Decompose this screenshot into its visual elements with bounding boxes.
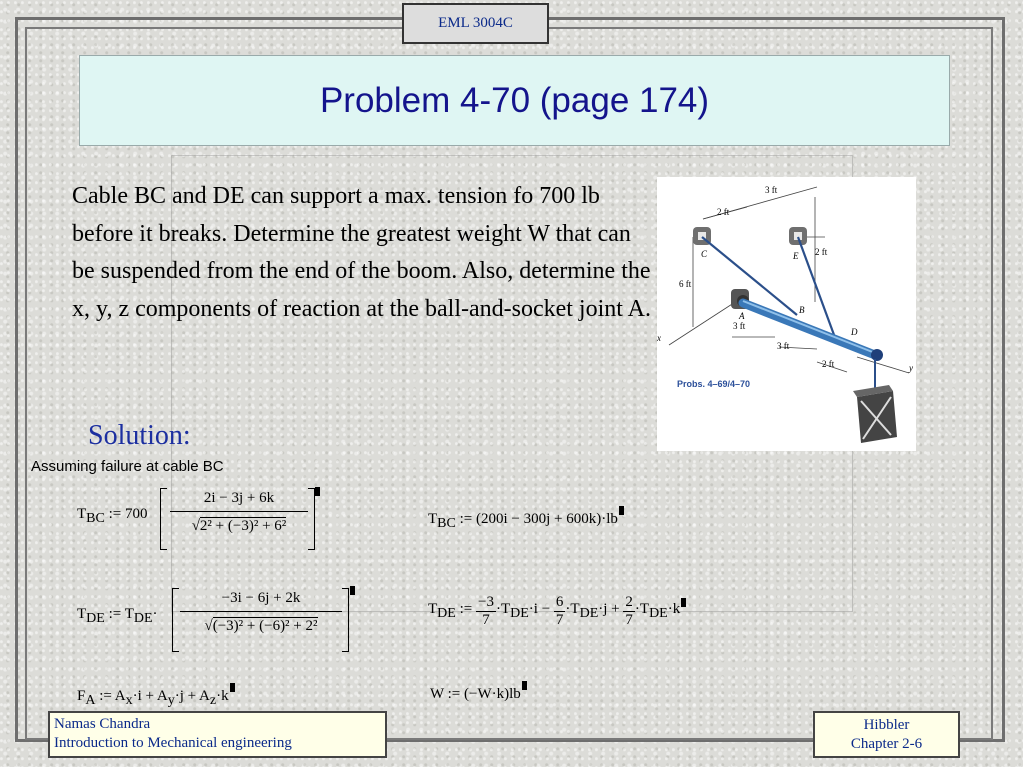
dim-3ft-mid: 3 ft	[733, 321, 746, 331]
frac-3-den: 7	[625, 612, 633, 628]
eq-fa-mid1: ·i + A	[132, 688, 168, 704]
eq-fa-a: := A	[95, 688, 126, 704]
label-point-a: A	[739, 311, 745, 321]
eq-tbc-numerator: 2i − 3j + 6k	[170, 490, 308, 512]
eq-tde-subscript: DE	[86, 611, 105, 626]
eq-fa-mid2: ·j + A	[174, 688, 210, 704]
eq-fa-x: x	[125, 693, 133, 708]
eq-tbc-den-text: 2² + (−3)² + 6²	[199, 518, 287, 534]
label-point-b: B	[799, 305, 805, 315]
eq-fa-symbol: F	[77, 688, 86, 704]
frac-2-den: 7	[555, 612, 564, 628]
problem-statement: Cable BC and DE can support a max. tension fo 700 lb before it breaks. Determine the greatest weight W that can be suspended from the end of the boom. Also, determine the x, y, z components of reaction at the ball-and-socket joint A.	[72, 183, 651, 322]
bracket-left	[160, 488, 167, 550]
eval-marker	[522, 681, 527, 690]
footer-chapter: Chapter 2-6	[850, 736, 923, 752]
eq-tde-den-text: (−3)² + (−6)² + 2²	[212, 618, 318, 634]
frac-1	[476, 594, 496, 629]
term-3: ·T	[634, 601, 650, 617]
term-2-unit: ·j +	[598, 601, 624, 617]
eq-w-expr: W := (−W·k)lb	[430, 686, 521, 702]
eq-tbc-res-symbol: T	[428, 511, 438, 527]
eq-tbc-result	[428, 506, 624, 532]
footer-author-box	[48, 711, 387, 758]
dim-2ft-low: 2 ft	[822, 359, 835, 369]
boom-diagram	[657, 177, 916, 451]
eq-tde-res-assign: :=	[455, 601, 476, 617]
eq-tde-numerator: −3i − 6j + 2k	[180, 590, 342, 612]
eq-tbc-assign: := 700	[104, 506, 148, 522]
course-code-box	[402, 3, 549, 44]
eval-marker	[230, 683, 235, 692]
term-3-unit: ·k	[667, 601, 681, 617]
term-1-unit: ·i −	[528, 601, 554, 617]
term-3-sub: DE	[649, 606, 668, 621]
eq-tbc-denominator: √2² + (−3)² + 6²	[191, 518, 287, 534]
term-1: ·T	[495, 601, 511, 617]
frac-3-num: 2	[625, 594, 633, 610]
figure-caption: Probs. 4–69/4–70	[677, 379, 751, 389]
eq-tde-res-symbol: T	[428, 601, 438, 617]
eq-tde-assign-sub: DE	[133, 611, 153, 626]
frac-2-num: 6	[555, 594, 564, 610]
eval-marker	[315, 487, 320, 496]
eq-tde-symbol: T	[77, 606, 87, 622]
frac-1-num: −3	[477, 594, 494, 610]
label-point-e: E	[793, 251, 799, 261]
eq-fa-z: z	[209, 693, 217, 708]
eq-tde-lhs: $T_{DE}$ := $T_{DE}\cdot$	[77, 606, 158, 626]
eq-tbc-symbol: T	[77, 506, 87, 522]
footer-author: Namas Chandra	[54, 716, 151, 732]
eq-tde-res-subscript: DE	[437, 606, 456, 621]
footer-book: Hibbler	[863, 717, 910, 733]
eq-tde-denominator: √(−3)² + (−6)² + 2²	[204, 618, 318, 634]
eval-marker	[619, 506, 624, 515]
bracket-right	[308, 488, 315, 550]
eq-tbc-res-subscript: BC	[437, 516, 456, 531]
dim-6ft: 6 ft	[679, 279, 692, 289]
frac-3	[623, 594, 635, 629]
label-point-d: D	[851, 327, 858, 337]
eval-marker	[350, 586, 355, 595]
dim-3ft-low: 3 ft	[777, 341, 790, 351]
term-1-sub: DE	[510, 606, 529, 621]
bracket-right	[342, 588, 349, 652]
axis-x-label: x	[657, 333, 661, 343]
eq-tbc-res-expr: := (200i − 300j + 600k)·lb	[455, 511, 618, 527]
dim-3ft-top: 3 ft	[765, 185, 778, 195]
dim-2ft-right: 2 ft	[815, 247, 828, 257]
bracket-left	[172, 588, 179, 652]
term-2-sub: DE	[579, 606, 599, 621]
title-box	[79, 55, 950, 146]
eval-marker	[681, 598, 686, 607]
eq-fa-subscript: A	[85, 693, 96, 708]
footer-course-name: Introduction to Mechanical engineering	[54, 735, 292, 751]
label-point-c: C	[701, 249, 708, 259]
frac-2	[554, 594, 566, 629]
frac-1-den: 7	[482, 612, 490, 628]
solution-heading: Solution:	[88, 420, 191, 451]
eq-tbc-subscript: BC	[86, 511, 105, 526]
footer-chapter-box	[813, 711, 960, 758]
eq-tde-assign: := T	[104, 606, 134, 622]
eq-w	[430, 681, 527, 703]
eq-fa-y: y	[167, 693, 175, 708]
dim-2ft-left: 2 ft	[717, 207, 730, 217]
eq-fa	[77, 683, 235, 709]
eq-tbc-lhs	[77, 506, 148, 527]
eq-tde-fraction	[180, 590, 342, 635]
slide-title: Problem 4-70 (page 174)	[319, 80, 710, 120]
axis-y-label: y	[909, 363, 913, 373]
eq-tde-result	[428, 594, 686, 629]
problem-figure	[657, 177, 916, 451]
assumption-text: Assuming failure at cable BC	[31, 458, 224, 475]
eq-fa-end: ·k	[216, 688, 229, 704]
eq-tbc-fraction	[170, 490, 308, 535]
course-code: EML 3004C	[438, 15, 513, 31]
term-2: ·T	[565, 601, 580, 617]
